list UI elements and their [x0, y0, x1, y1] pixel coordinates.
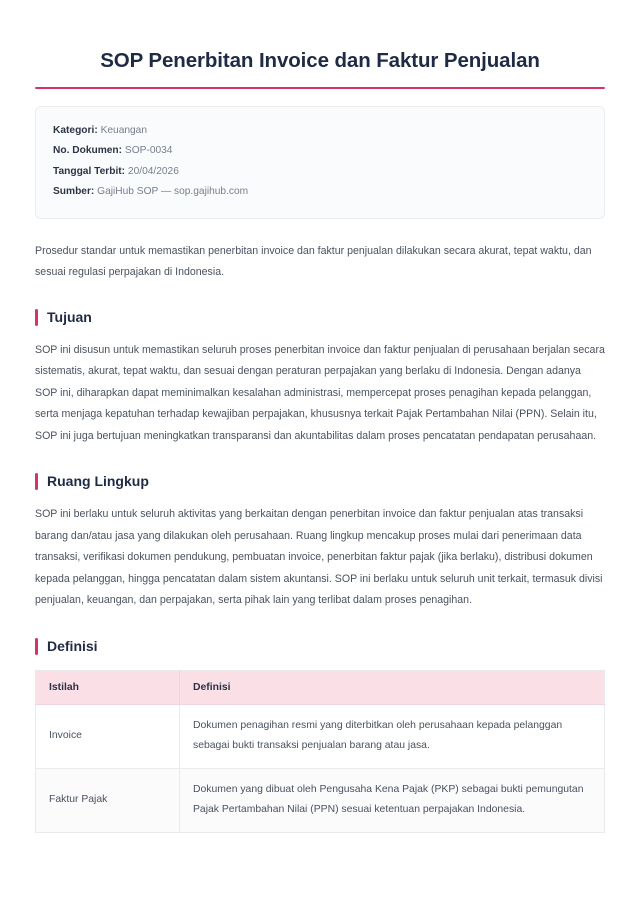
- meta-value-kategori: Keuangan: [100, 124, 148, 136]
- table-row: [36, 768, 605, 832]
- section-heading-ruang-lingkup: [35, 473, 605, 490]
- table-row: [36, 704, 605, 768]
- section-heading-definisi: [35, 638, 605, 655]
- meta-row-tanggal: [53, 162, 587, 183]
- meta-row-kategori: [53, 121, 587, 142]
- meta-label-tanggal: Tanggal Terbit:: [53, 165, 126, 177]
- section-accent-bar: [35, 473, 38, 490]
- meta-row-dokumen: [53, 141, 587, 162]
- definisi-table: [35, 670, 605, 833]
- section-accent-bar: [35, 309, 38, 326]
- table-cell-definisi: Dokumen yang dibuat oleh Pengusaha Kena Pajak (PKP) sebagai bukti pemungutan Pajak Pertambahan Nilai (PPN) sesuai ketentuan perpajakan Indonesia.: [180, 768, 605, 832]
- meta-label-sumber: Sumber:: [53, 186, 95, 198]
- table-cell-definisi: Dokumen penagihan resmi yang diterbitkan oleh perusahaan kepada pelanggan sebagai bukti transaksi penjualan barang atau jasa.: [180, 704, 605, 768]
- meta-value-dokumen: SOP-0034: [124, 145, 173, 157]
- meta-row-sumber: [53, 182, 587, 203]
- section-heading-tujuan: [35, 309, 605, 326]
- table-header-row: [36, 670, 605, 704]
- title-divider: [35, 87, 605, 89]
- section-title-ruang-lingkup: Ruang Lingkup: [47, 473, 149, 490]
- document-metadata-box: [35, 106, 605, 219]
- meta-label-kategori: Kategori:: [53, 124, 98, 136]
- section-body-ruang-lingkup: SOP ini berlaku untuk seluruh aktivitas yang berkaitan dengan penerbitan invoice dan faktur penjualan atas transaksi barang dan/atau jasa yang dilakukan oleh perusahaan. Ruang lingkup mencakup proses mulai dari penerimaan data transaksi, verifikasi dokumen pendukung, pembuatan invoice, penerbitan faktur pajak (jika berlaku), distribusi dokumen kepada pelanggan, hingga pencatatan dalam sistem akuntansi. SOP ini berlaku untuk seluruh unit terkait, termasuk divisi penjualan, keuangan, dan perpajakan, serta pihak lain yang terlibat dalam proses penagihan.: [35, 508, 603, 607]
- intro-paragraph: Prosedur standar untuk memastikan penerbitan invoice dan faktur penjualan dilakukan secara akurat, tepat waktu, dan sesuai regulasi perpajakan di Indonesia.: [35, 244, 592, 278]
- section-title-tujuan: Tujuan: [47, 308, 92, 325]
- section-title-definisi: Definisi: [47, 637, 98, 654]
- meta-label-dokumen: No. Dokumen:: [53, 145, 123, 157]
- table-cell-istilah: Faktur Pajak: [36, 768, 180, 832]
- table-column-header-definisi: Definisi: [180, 670, 605, 704]
- table-cell-istilah: Invoice: [36, 704, 180, 768]
- section-body-tujuan: SOP ini disusun untuk memastikan seluruh proses penerbitan invoice dan faktur penjualan di perusahaan berjalan secara sistematis, akurat, tepat waktu, dan sesuai dengan peraturan perpajakan yang berlaku di Indonesia. Dengan adanya SOP ini, diharapkan dapat meminimalkan kesalahan administrasi, mempercepat proses penagihan kepada pelanggan, serta menjaga kepatuhan terhadap kewajiban perpajakan, khususnya terkait Pajak Pertambahan Nilai (PPN). Selain itu, SOP ini juga bertujuan meningkatkan transparansi dan akuntabilitas dalam proses pencatatan pendapatan perusahaan.: [35, 343, 605, 442]
- meta-value-tanggal: 20/04/2026: [127, 165, 179, 177]
- section-accent-bar: [35, 638, 38, 655]
- table-column-header-istilah: Istilah: [36, 670, 180, 704]
- page-title: SOP Penerbitan Invoice dan Faktur Penjualan: [100, 49, 540, 72]
- meta-value-sumber: GajiHub SOP — sop.gajihub.com: [97, 186, 249, 198]
